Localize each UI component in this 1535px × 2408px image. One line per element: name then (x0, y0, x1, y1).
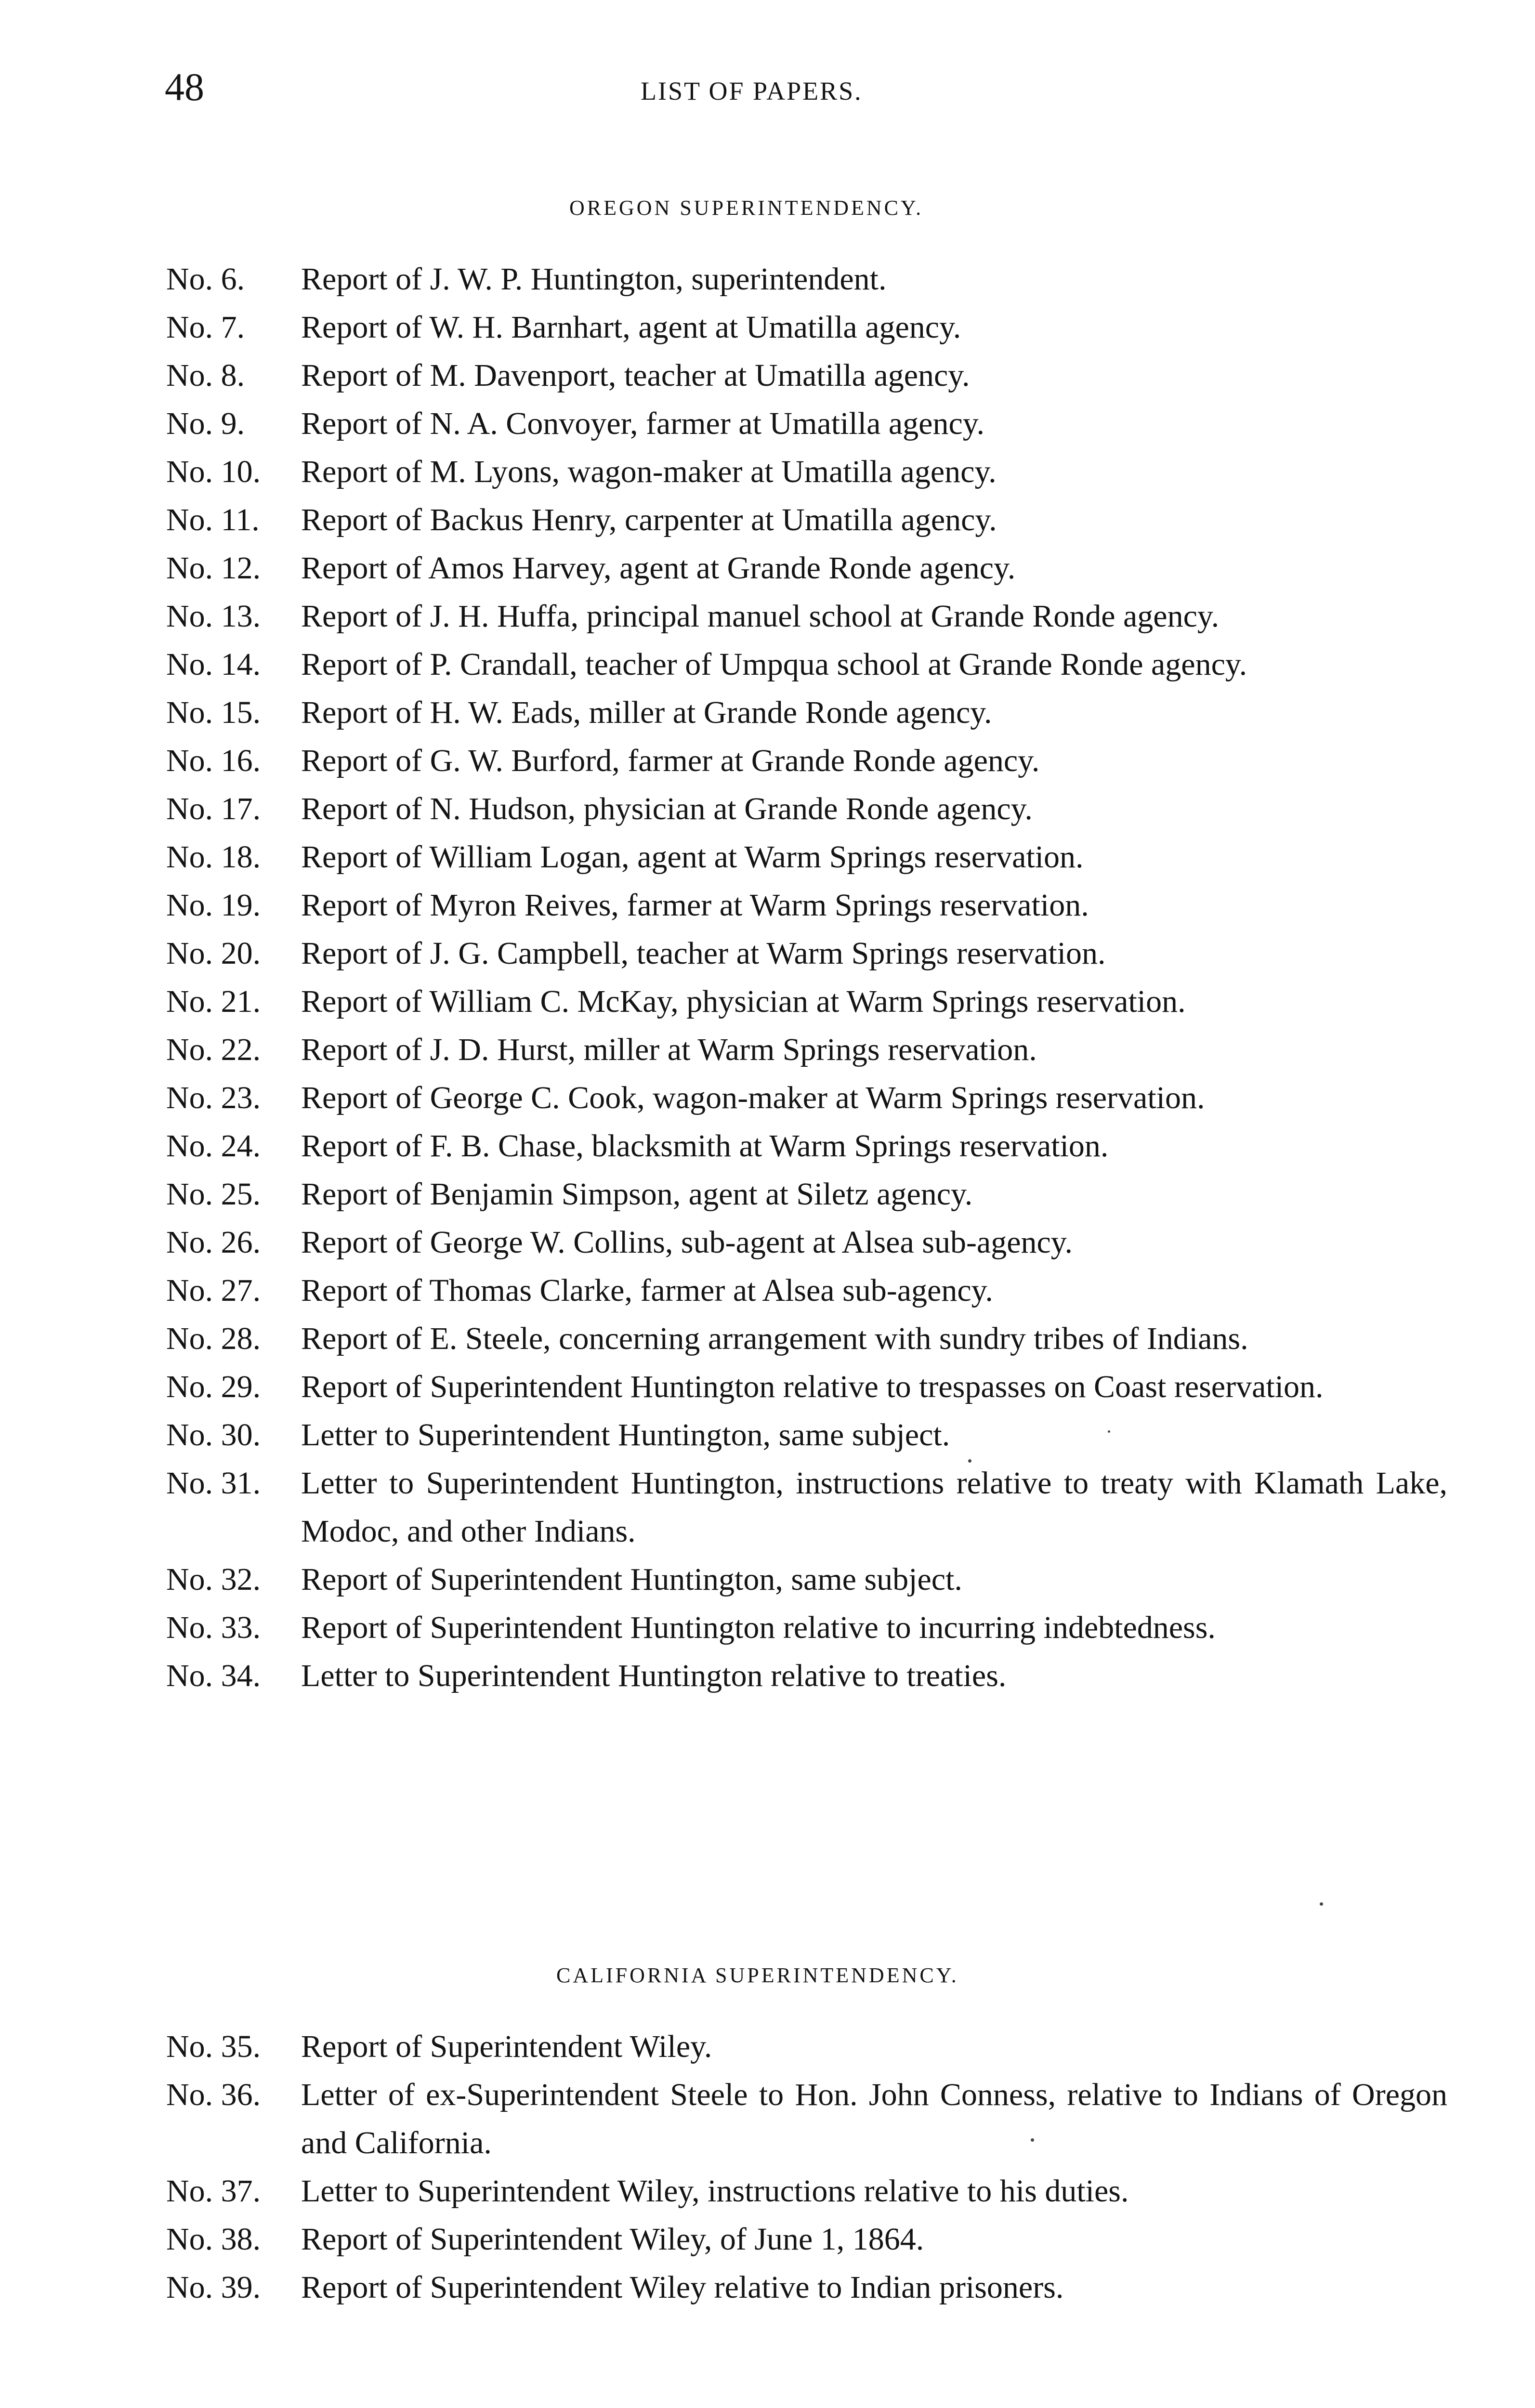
entry-description: Report of P. Crandall, teacher of Umpqua school at Grande Ronde agency. (301, 647, 1247, 682)
entry-number: No. 27. (166, 1273, 261, 1308)
paper-entry (166, 2215, 1447, 2264)
paper-entry (166, 352, 1447, 400)
entry-description: Report of Backus Henry, carpenter at Umatilla agency. (301, 502, 997, 537)
entry-description: Report of J. G. Campbell, teacher at Warm Springs reservation. (301, 936, 1106, 971)
entry-number: No. 21. (166, 984, 261, 1019)
entry-description: Report of J. D. Hurst, miller at Warm Springs reservation. (301, 1032, 1037, 1067)
entry-description: Letter to Superintendent Huntington relative to treaties. (301, 1658, 1007, 1693)
entry-description: Report of William Logan, agent at Warm Springs reservation. (301, 839, 1084, 875)
paper-entry (166, 641, 1447, 689)
entry-description: Report of Benjamin Simpson, agent at Siletz agency. (301, 1177, 973, 1212)
entry-number: No. 14. (166, 647, 261, 682)
entry-description: Letter to Superintendent Huntington, same subject. (301, 1417, 950, 1453)
running-title: LIST OF PAPERS. (641, 77, 863, 105)
paper-entry (166, 1459, 1447, 1556)
entry-description: Report of Superintendent Huntington relative to incurring indebtedness. (301, 1610, 1216, 1645)
entry-number: No. 7. (166, 310, 245, 345)
entry-description: Report of J. H. Huffa, principal manuel school at Grande Ronde agency. (301, 599, 1220, 634)
paper-entry (166, 785, 1447, 833)
entry-description: Report of E. Steele, concerning arrangement with sundry tribes of Indians. (301, 1321, 1248, 1356)
print-speck (1031, 2138, 1034, 2142)
paper-entry (166, 1556, 1447, 1604)
paper-entry (166, 1315, 1447, 1363)
entry-number: No. 29. (166, 1369, 261, 1404)
section-heading-oregon: OREGON SUPERINTENDENCY. (569, 196, 924, 220)
oregon-paper-list (166, 255, 1447, 1700)
entry-number: No. 11. (166, 502, 260, 537)
entry-description: Report of Superintendent Huntington, same subject. (301, 1562, 962, 1597)
entry-number: No. 10. (166, 454, 261, 489)
entry-number: No. 31. (166, 1466, 261, 1501)
paper-entry (166, 592, 1447, 641)
entry-number: No. 13. (166, 599, 261, 634)
entry-number: No. 37. (166, 2173, 261, 2209)
entry-description: Report of Amos Harvey, agent at Grande Ronde agency. (301, 550, 1016, 586)
paper-entry (166, 833, 1447, 881)
paper-entry (166, 1122, 1447, 1170)
entry-description: Report of M. Lyons, wagon-maker at Umatilla agency. (301, 454, 997, 489)
entry-number: No. 28. (166, 1321, 261, 1356)
paper-entry (166, 2167, 1447, 2215)
entry-number: No. 39. (166, 2270, 261, 2305)
paper-entry (166, 978, 1447, 1026)
entry-number: No. 16. (166, 743, 261, 778)
print-speck (968, 1459, 971, 1463)
entry-description: Report of F. B. Chase, blacksmith at Warm Springs reservation. (301, 1128, 1109, 1164)
paper-entry (166, 881, 1447, 929)
entry-number: No. 36. (166, 2077, 261, 2112)
entry-number: No. 24. (166, 1128, 261, 1164)
paper-entry (166, 1267, 1447, 1315)
paper-entry (166, 1026, 1447, 1074)
paper-entry (166, 1411, 1447, 1459)
paper-entry (166, 2264, 1447, 2312)
entry-description: Report of George C. Cook, wagon-maker at Warm Springs reservation. (301, 1080, 1205, 1115)
entry-number: No. 30. (166, 1417, 261, 1453)
paper-entry (166, 1652, 1447, 1700)
entry-description: Report of M. Davenport, teacher at Umatilla agency. (301, 358, 970, 393)
paper-entry (166, 448, 1447, 496)
paper-entry (166, 929, 1447, 978)
entry-description: Report of Myron Reives, farmer at Warm Springs reservation. (301, 888, 1089, 923)
entry-number: No. 12. (166, 550, 261, 586)
california-paper-list (166, 2023, 1447, 2312)
entry-number: No. 34. (166, 1658, 261, 1693)
entry-description: Report of Thomas Clarke, farmer at Alsea sub-agency. (301, 1273, 993, 1308)
paper-entry (166, 496, 1447, 544)
entry-description: Report of Superintendent Huntington relative to trespasses on Coast reservation. (301, 1369, 1324, 1404)
entry-number: No. 26. (166, 1225, 261, 1260)
paper-entry (166, 1170, 1447, 1218)
paper-entry (166, 1604, 1447, 1652)
paper-entry (166, 689, 1447, 737)
entry-description: Report of Superintendent Wiley. (301, 2029, 712, 2064)
entry-number: No. 17. (166, 791, 261, 826)
paper-entry (166, 2023, 1447, 2071)
print-speck (1320, 1902, 1323, 1906)
entry-description: Report of N. Hudson, physician at Grande Ronde agency. (301, 791, 1033, 826)
entry-description: Letter of ex-Superintendent Steele to Hon. John Conness, relative to Indians of Oregon and California. (301, 2077, 1447, 2160)
entry-number: No. 9. (166, 406, 245, 441)
entry-description: Report of Superintendent Wiley, of June 1, 1864. (301, 2222, 924, 2257)
paper-entry (166, 400, 1447, 448)
entry-description: Letter to Superintendent Wiley, instructions relative to his duties. (301, 2173, 1129, 2209)
section-heading-california: CALIFORNIA SUPERINTENDENCY. (556, 1963, 959, 1987)
entry-description: Report of George W. Collins, sub-agent at Alsea sub-agency. (301, 1225, 1073, 1260)
entry-description: Letter to Superintendent Huntington, instructions relative to treaty with Klamath Lake, Modoc, and other Indians. (301, 1466, 1447, 1549)
entry-number: No. 35. (166, 2029, 261, 2064)
paper-entry (166, 737, 1447, 785)
entry-number: No. 25. (166, 1177, 261, 1212)
entry-description: Report of J. W. P. Huntington, superintendent. (301, 262, 887, 297)
entry-number: No. 19. (166, 888, 261, 923)
entry-description: Report of Superintendent Wiley relative to Indian prisoners. (301, 2270, 1064, 2305)
entry-number: No. 6. (166, 262, 245, 297)
entry-description: Report of N. A. Convoyer, farmer at Umatilla agency. (301, 406, 984, 441)
entry-number: No. 38. (166, 2222, 261, 2257)
print-speck (1108, 1430, 1110, 1433)
entry-description: Report of H. W. Eads, miller at Grande Ronde agency. (301, 695, 992, 730)
paper-entry (166, 1363, 1447, 1411)
entry-description: Report of William C. McKay, physician at Warm Springs reservation. (301, 984, 1186, 1019)
paper-entry (166, 1074, 1447, 1122)
entry-number: No. 20. (166, 936, 261, 971)
entry-description: Report of G. W. Burford, farmer at Grande Ronde agency. (301, 743, 1040, 778)
paper-entry (166, 255, 1447, 303)
entry-number: No. 15. (166, 695, 261, 730)
entry-number: No. 33. (166, 1610, 261, 1645)
entry-number: No. 18. (166, 839, 261, 875)
entry-number: No. 23. (166, 1080, 261, 1115)
entry-number: No. 8. (166, 358, 245, 393)
entry-description: Report of W. H. Barnhart, agent at Umatilla agency. (301, 310, 961, 345)
entry-number: No. 32. (166, 1562, 261, 1597)
paper-entry (166, 544, 1447, 592)
entry-number: No. 22. (166, 1032, 261, 1067)
paper-entry (166, 2071, 1447, 2167)
paper-entry (166, 303, 1447, 352)
page-number: 48 (165, 65, 204, 109)
paper-entry (166, 1218, 1447, 1267)
